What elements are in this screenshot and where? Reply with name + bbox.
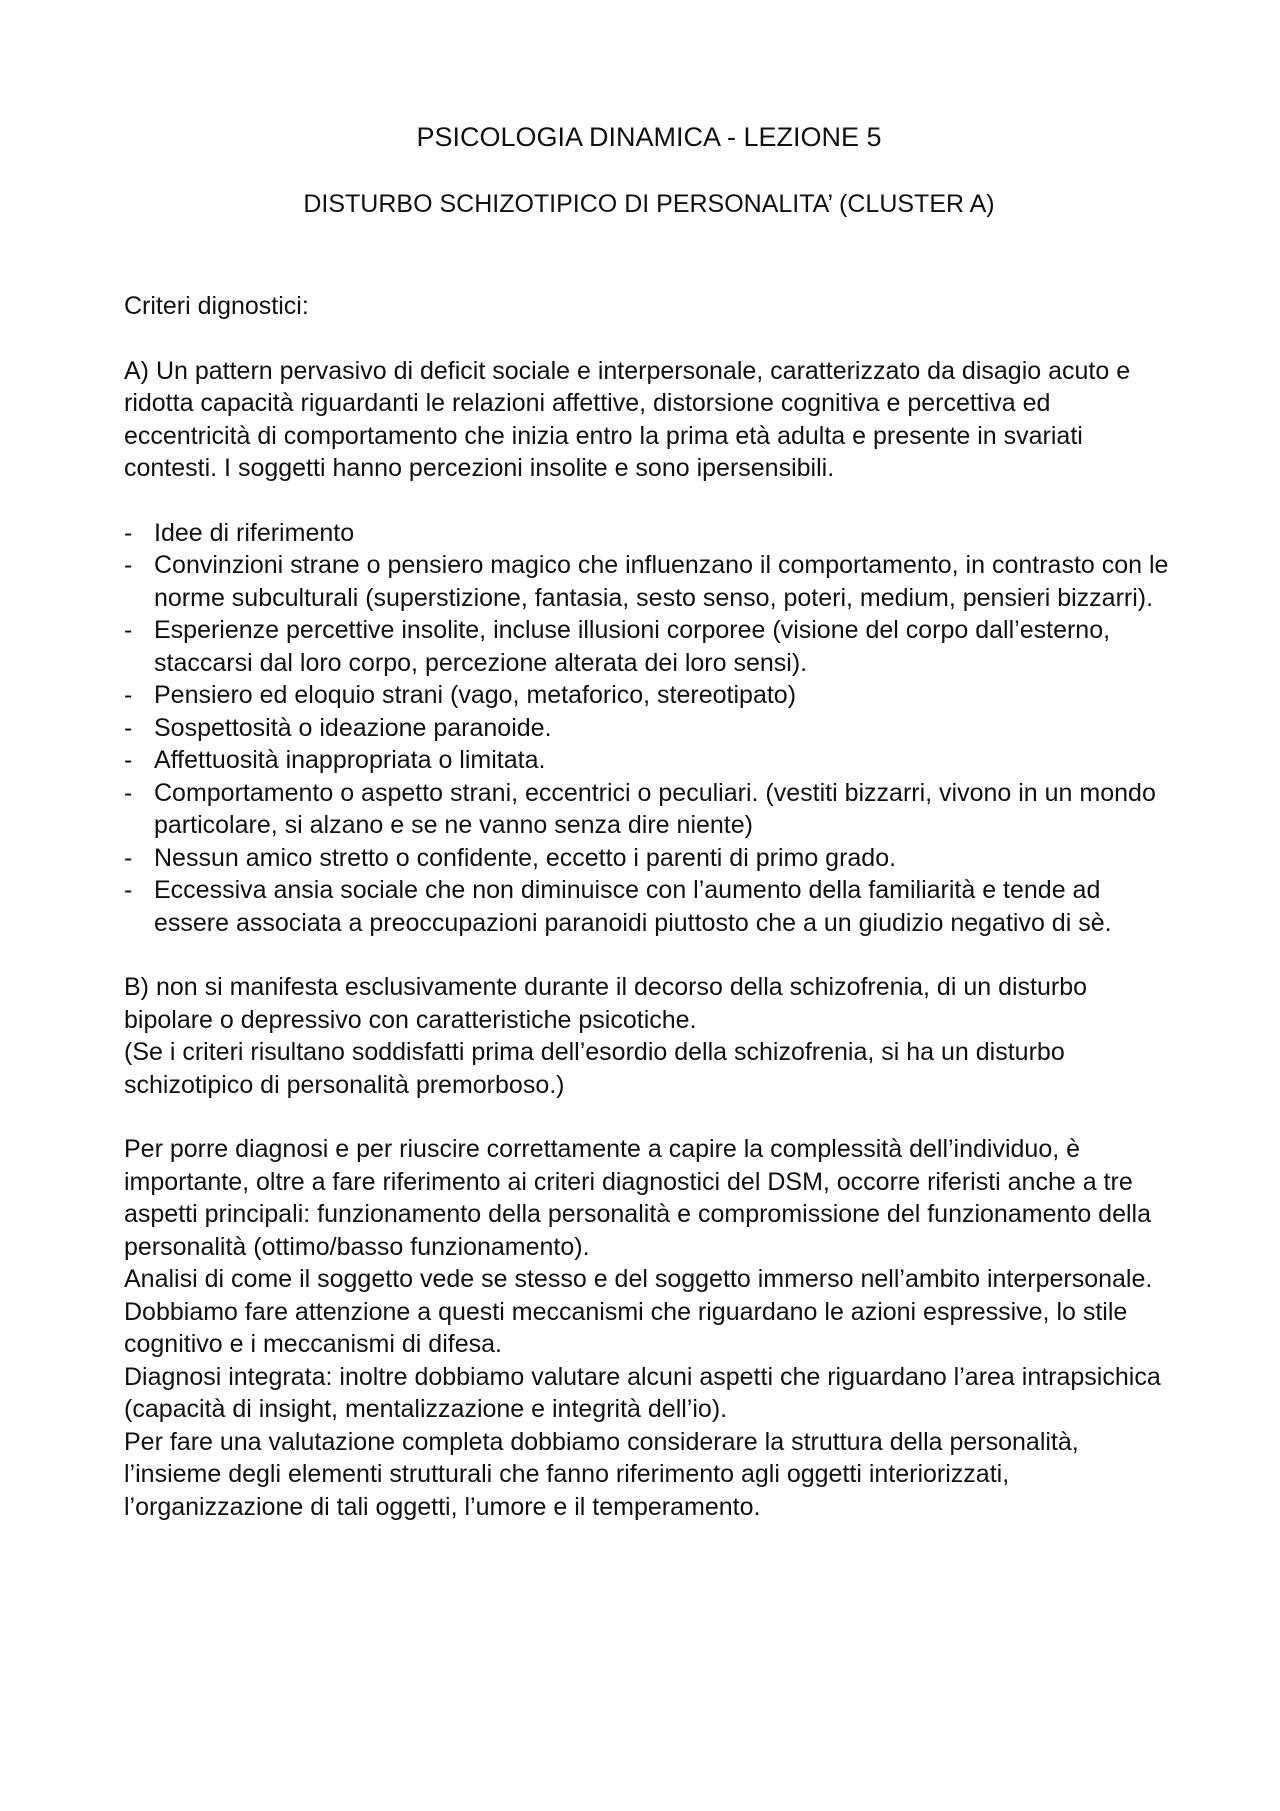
list-item: [124, 744, 1174, 777]
list-item-text: Idee di riferimento: [154, 518, 355, 547]
evaluation-paragraph: Per fare una valutazione completa dobbiamo considerare la struttura della personalità, l’insieme degli elementi strutturali che fanno riferimento agli oggetti interiorizzati, l’organizzazione di tali oggetti, l’umore e il temperamento.: [124, 1427, 1079, 1521]
integrated-diagnosis-paragraph: Diagnosi integrata: inoltre dobbiamo valutare alcuni aspetti che riguardano l’area intrapsichica (capacità di insight, mentalizzazione e integrità dell’io).: [124, 1362, 1161, 1423]
bullet-dash: -: [124, 843, 133, 872]
bullet-dash: -: [124, 681, 133, 709]
bullet-dash: -: [124, 713, 133, 742]
list-item-text: Nessun amico stretto o confidente, eccetto i parenti di primo grado.: [154, 843, 897, 872]
list-item-text: Pensiero ed eloquio strani (vago, metaforico, stereotipato): [154, 681, 797, 709]
bullet-dash: -: [124, 551, 133, 579]
list-item: [124, 874, 1174, 939]
list-item: [124, 679, 1174, 712]
list-item: [124, 842, 1174, 875]
criterion-a-paragraph: A) Un pattern pervasivo di deficit sociale e interpersonale, caratterizzato da disagio acuto e ridotta capacità riguardanti le relazioni affettive, distorsione cognitiva e percettiva ed eccentricità di comportamento che inizia entro la prima età adulta e presente in svariati contesti. I soggetti hanno percezioni insolite e sono ipersensibili.: [124, 356, 1131, 482]
list-item: [124, 549, 1174, 614]
criteria-bullet-list: [124, 517, 1174, 940]
list-item-text: Comportamento o aspetto strani, eccentrici o peculiari. (vestiti bizzarri, vivono in un mondo particolare, si alzano e se ne vanno senza dire niente): [154, 778, 1156, 839]
document-body: [124, 120, 1174, 1523]
bullet-dash: -: [124, 518, 133, 547]
list-item: [124, 614, 1174, 679]
criterion-b-note: (Se i criteri risultano soddisfatti prima dell’esordio della schizofrenia, si ha un disturbo schizotipico di personalità premorboso.): [124, 1038, 1065, 1099]
criterion-b-paragraph: B) non si manifesta esclusivamente durante il decorso della schizofrenia, di un disturbo bipolare o depressivo con caratteristiche psicotiche.: [124, 973, 1088, 1034]
bullet-dash: -: [124, 616, 133, 644]
diagnosis-paragraph: Per porre diagnosi e per riuscire correttamente a capire la complessità dell’individuo, è importante, oltre a fare riferimento ai criteri diagnostici del DSM, occorre riferisti anche a tre aspetti principali: funzionamento della personalità e compromissione del funzionamento della personalità (ottimo/basso funzionamento).: [124, 1135, 1151, 1261]
list-item: [124, 777, 1174, 842]
page-title: PSICOLOGIA DINAMICA - LEZIONE 5: [416, 122, 882, 152]
bullet-dash: -: [124, 876, 133, 904]
criteria-heading: Criteri dignostici:: [124, 292, 309, 320]
list-item: [124, 712, 1174, 745]
list-item: [124, 517, 1174, 550]
list-item-text: Convinzioni strane o pensiero magico che influenzano il comportamento, in contrasto con le norme subculturali (superstizione, fantasia, sesto senso, poteri, medium, pensieri bizzarri).: [154, 551, 1169, 612]
analysis-paragraph: Analisi di come il soggetto vede se stesso e del soggetto immerso nell’ambito interpersonale. Dobbiamo fare attenzione a questi meccanismi che riguardano le azioni espressive, lo stile cognitivo e i meccanismi di difesa.: [124, 1265, 1153, 1358]
list-item-text: Eccessiva ansia sociale che non diminuisce con l’aumento della familiarità e tende ad essere associata a preoccupazioni paranoidi piuttosto che a un giudizio negativo di sè.: [154, 876, 1112, 937]
list-item-text: Affettuosità inappropriata o limitata.: [154, 746, 546, 774]
bullet-dash: -: [124, 746, 133, 774]
list-item-text: Esperienze percettive insolite, incluse illusioni corporee (visione del corpo dall’esterno, staccarsi dal loro corpo, percezione alterata dei loro sensi).: [154, 616, 1111, 677]
bullet-dash: -: [124, 778, 133, 807]
page-subtitle: DISTURBO SCHIZOTIPICO DI PERSONALITA’ (CLUSTER A): [303, 190, 995, 218]
list-item-text: Sospettosità o ideazione paranoide.: [154, 713, 552, 742]
